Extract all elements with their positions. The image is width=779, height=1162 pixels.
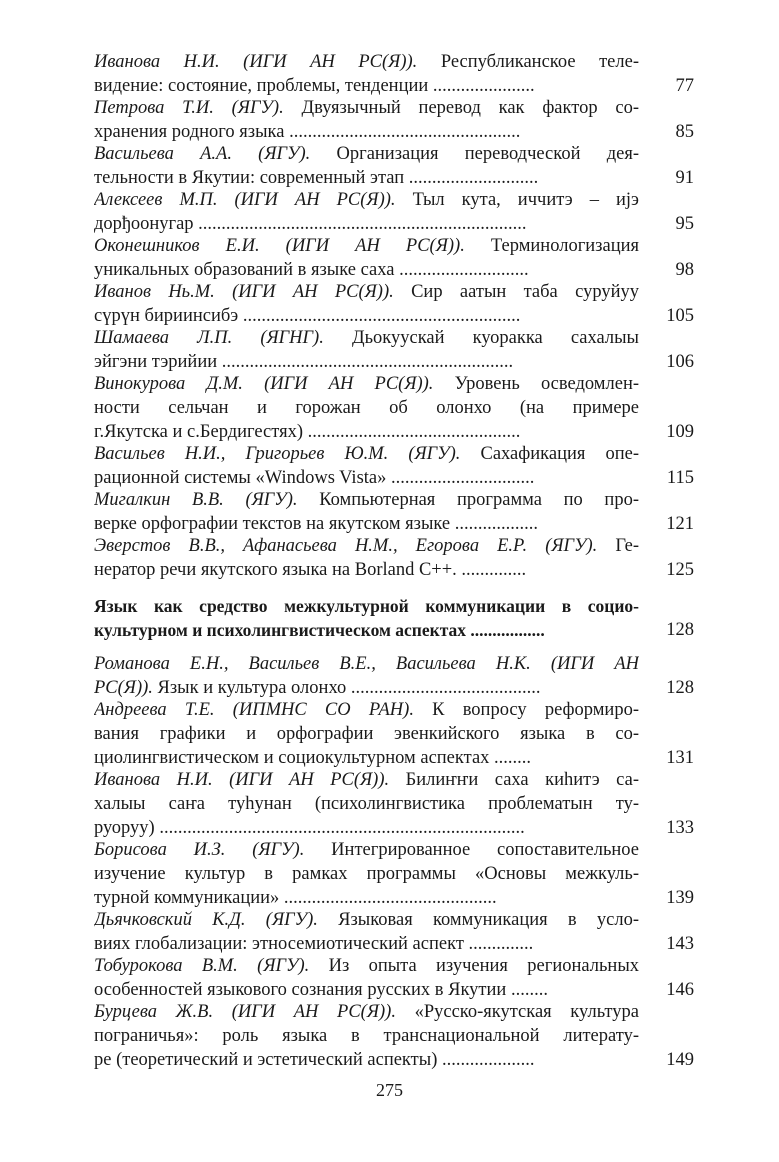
entry-author: Романова Е.Н., Васильев В.Е., Васильева Н.К. (ИГИ АН: [94, 654, 639, 674]
toc-entry: [94, 234, 694, 282]
entry-page: 128: [666, 678, 694, 698]
entry-author: Эверстов В.В., Афанасьева Н.М., Егорова Е.Р. (ЯГУ).: [94, 536, 598, 556]
entry-author: Иванова Н.И. (ИГИ АН РС(Я)).: [94, 52, 418, 72]
entry-title-cont: дорђоонугар .......................................................................: [94, 214, 527, 234]
entry-author: Винокурова Д.М. (ИГИ АН РС(Я)).: [94, 374, 434, 394]
entry-title-cont: тельности в Якутии: современный этап ............................: [94, 168, 539, 188]
toc-entry: [94, 442, 694, 490]
toc-entry: [94, 534, 694, 582]
entry-title: Уровень осведомлен-: [433, 374, 639, 394]
toc-entry: [94, 326, 694, 374]
entry-page: 125: [666, 560, 694, 580]
entry-page: 91: [675, 168, 694, 188]
entry-page: 77: [675, 76, 694, 96]
entry-title-cont: виях глобализации: этносемиотический аспект ..............: [94, 934, 534, 954]
entry-author: Петрова Т.И. (ЯГУ).: [94, 98, 284, 118]
entry-author: Тобурокова В.М. (ЯГУ).: [94, 956, 310, 976]
toc-entry: [94, 188, 694, 236]
entry-title: Сахафикация опе-: [460, 444, 639, 464]
entry-title-cont: ре (теоретический и эстетический аспекты) ....................: [94, 1050, 535, 1070]
entry-page: 85: [675, 122, 694, 142]
toc-entry: [94, 768, 694, 840]
toc-entry: [94, 954, 694, 1002]
entry-title: Из опыта изучения региональных: [309, 956, 639, 976]
entry-author: Борисова И.З. (ЯГУ).: [94, 840, 305, 860]
entry-title: К вопросу реформиро-: [413, 700, 639, 720]
entry-title-cont: верке орфографии текстов на якутском языке ..................: [94, 514, 539, 534]
entry-title: Организация переводческой дея-: [310, 144, 639, 164]
entry-title-cont: г.Якутска и с.Бердигестях) ..............................................: [94, 422, 521, 442]
entry-title: Дьокуускай куоракка сахалыы: [323, 328, 639, 348]
entry-title: Республиканское теле-: [417, 52, 639, 72]
entry-page: 95: [675, 214, 694, 234]
entry-title: «Русско-якутская культура: [395, 1002, 639, 1022]
section-title: Язык как средство межкультурной коммуникации в социо-: [94, 596, 639, 616]
section-heading: [94, 594, 694, 642]
entry-title: Компьютерная программа по про-: [297, 490, 639, 510]
toc-entry: [94, 1000, 694, 1072]
page-number: 275: [376, 1080, 403, 1100]
entry-title-cont: вания графики и орфографии эвенкийского языка в со-: [94, 724, 639, 744]
entry-page: 133: [666, 818, 694, 838]
toc-entry: [94, 372, 694, 444]
entry-title: Билиҥҥи саха киһитэ са-: [389, 770, 639, 790]
entry-title: Языковая коммуникация в усло-: [317, 910, 639, 930]
entry-author-cont: РС(Я)).: [94, 678, 153, 698]
entry-title-cont: сүрүн бириинсибэ ............................................................: [94, 306, 521, 326]
entry-title-cont: ности сельчан и горожан об олонхо (на примере: [94, 398, 639, 418]
entry-page: 131: [666, 748, 694, 768]
entry-author: Васильева А.А. (ЯГУ).: [94, 144, 311, 164]
entry-page: 106: [666, 352, 694, 372]
entry-author: Оконешников Е.И. (ИГИ АН РС(Я)).: [94, 236, 465, 256]
entry-title-cont: видение: состояние, проблемы, тенденции ......................: [94, 76, 535, 96]
entry-author: Дьячковский К.Д. (ЯГУ).: [94, 910, 318, 930]
entry-page: 105: [666, 306, 694, 326]
entry-title: Терминологизация: [464, 236, 639, 256]
entry-title: Язык и культура олонхо .........................................: [152, 678, 541, 698]
toc-entry: [94, 96, 694, 144]
entry-page: 115: [666, 468, 694, 488]
entry-title-cont: циолингвистическом и социокультурном аспектах ........: [94, 748, 532, 768]
toc-entry: [94, 50, 694, 98]
entry-page: 98: [675, 260, 694, 280]
entry-title-cont: особенностей языкового сознания русских в Якутии ........: [94, 980, 548, 1000]
toc-entry: [94, 908, 694, 956]
toc-entry: [94, 488, 694, 536]
entry-title-cont: рационной системы «Windows Vista» ...............................: [94, 468, 535, 488]
entry-page: 146: [666, 980, 694, 1000]
entry-title: Сир аатын таба суруйуу: [393, 282, 639, 302]
entry-page: 121: [666, 514, 694, 534]
entry-page: 149: [666, 1050, 694, 1070]
entry-page: 139: [666, 888, 694, 908]
entry-page: 109: [666, 422, 694, 442]
entry-author: Мигалкин В.В. (ЯГУ).: [94, 490, 298, 510]
entry-title-cont: уникальных образований в языке саха ............................: [94, 260, 529, 280]
section-page: 128: [666, 620, 694, 640]
entry-title: Интегрированное сопоставительное: [304, 840, 639, 860]
entry-title-cont: хранения родного языка ..................................................: [94, 122, 521, 142]
entry-title: Ге-: [597, 536, 639, 556]
entry-author: Иванова Н.И. (ИГИ АН РС(Я)).: [94, 770, 390, 790]
entry-title-cont: турной коммуникации» ..............................................: [94, 888, 497, 908]
entry-title: Тыл кута, иччитэ – иjэ: [395, 190, 639, 210]
entry-author: Алексеев М.П. (ИГИ АН РС(Я)).: [94, 190, 396, 210]
entry-title-cont: руоруу) ...............................................................................: [94, 818, 525, 838]
entry-author: Васильев Н.И., Григорьев Ю.М. (ЯГУ).: [94, 444, 461, 464]
entry-title: Двуязычный перевод как фактор со-: [283, 98, 639, 118]
toc-entry: [94, 280, 694, 328]
toc-entry: [94, 652, 694, 700]
entry-author: Иванов Нь.М. (ИГИ АН РС(Я)).: [94, 282, 394, 302]
entry-author: Бурцева Ж.В. (ИГИ АН РС(Я)).: [94, 1002, 396, 1022]
entry-author: Андреева Т.Е. (ИПМНС СО РАН).: [94, 700, 414, 720]
toc-entry: [94, 838, 694, 910]
entry-title-cont: эйгэни тэрийии ...............................................................: [94, 352, 514, 372]
entry-page: 143: [666, 934, 694, 954]
entry-title-cont: халыы саҥа туһунан (психолингвистика проблематын ту-: [94, 794, 639, 814]
toc-entry: [94, 142, 694, 190]
entry-title-cont: нератор речи якутского языка на Borland C++. ..............: [94, 560, 527, 580]
entry-title-cont: изучение культур в рамках программы «Основы межкуль-: [94, 864, 639, 884]
toc-entry: [94, 698, 694, 770]
entry-author: Шамаева Л.П. (ЯГНГ).: [94, 328, 324, 348]
entry-title-cont: пограничья»: роль языка в транснациональной литерату-: [94, 1026, 639, 1046]
section-title-cont: культурном и психолингвистическом аспектах .................: [94, 620, 545, 640]
